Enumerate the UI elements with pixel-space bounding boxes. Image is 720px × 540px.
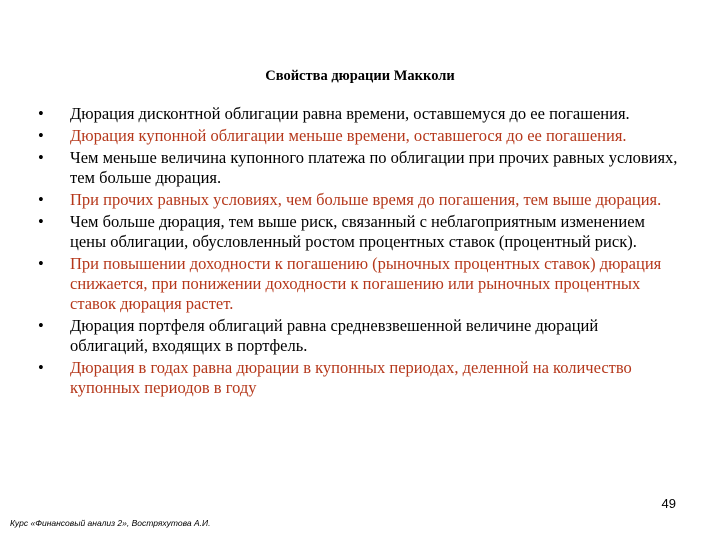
bullet-item (38, 148, 678, 188)
bullet-item (38, 358, 678, 398)
bullet-item (38, 212, 678, 252)
slide-title: Свойства дюрации Макколи (265, 68, 455, 84)
bullet-dot-icon: • (38, 148, 44, 167)
bullet-dot-icon: • (38, 358, 44, 377)
bullet-dot-icon: • (38, 254, 44, 273)
bullet-text: Дюрация портфеля облигаций равна средневзвешенной величине дюраций облигаций, входящих в портфель. (70, 316, 599, 355)
bullet-dot-icon: • (38, 190, 44, 209)
page-number: 49 (661, 496, 676, 511)
bullet-item (38, 316, 678, 356)
bullet-text: Дюрация купонной облигации меньше времени, оставшегося до ее погашения. (70, 126, 627, 145)
bullet-text: Чем больше дюрация, тем выше риск, связанный с неблагоприятным изменением цены облигации, обусловленный ростом процентных ставок (процентный риск). (70, 212, 645, 251)
bullet-dot-icon: • (38, 316, 44, 335)
bullet-item (38, 254, 678, 314)
bullet-text: Дюрация в годах равна дюрации в купонных периодах, деленной на количество купонных периодов в году (70, 358, 632, 397)
bullet-text: Чем меньше величина купонного платежа по облигации при прочих равных условиях, тем больше дюрация. (70, 148, 678, 187)
bullet-item (38, 190, 678, 210)
bullet-text: Дюрация дисконтной облигации равна времени, оставшемуся до ее погашения. (70, 104, 630, 123)
bullet-item (38, 126, 678, 146)
bullet-text: При повышении доходности к погашению (рыночных процентных ставок) дюрация снижается, при понижении доходности к погашению или рыночных процентных ставок дюрация растет. (70, 254, 662, 313)
bullet-dot-icon: • (38, 126, 44, 145)
footer-credit: Курс «Финансовый анализ 2», Востряхутова А.И. (10, 518, 211, 528)
bullet-list (38, 104, 678, 400)
bullet-dot-icon: • (38, 104, 44, 123)
bullet-dot-icon: • (38, 212, 44, 231)
bullet-text: При прочих равных условиях, чем больше время до погашения, тем выше дюрация. (70, 190, 662, 209)
bullet-item (38, 104, 678, 124)
